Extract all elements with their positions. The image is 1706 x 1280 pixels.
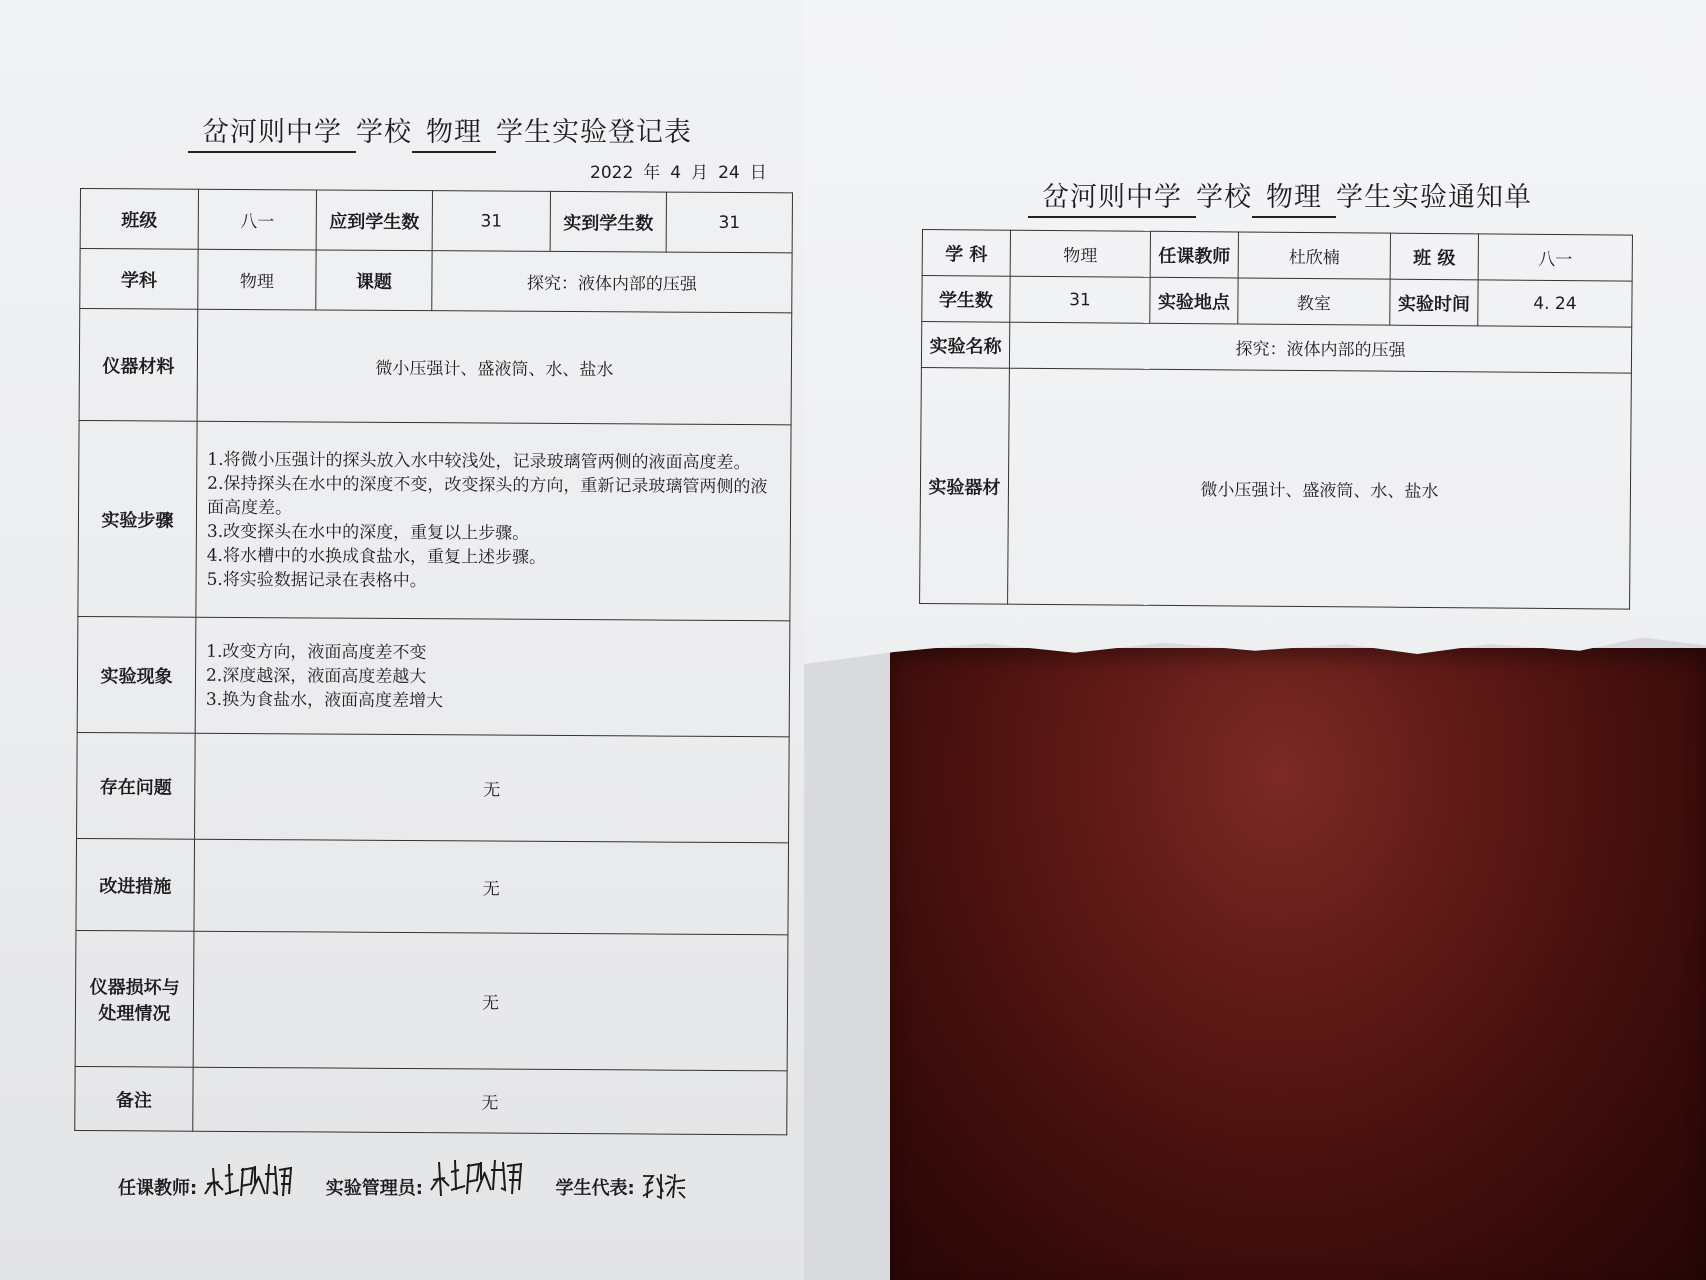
table-row: [75, 930, 788, 1070]
problems-value: 无: [195, 733, 790, 843]
class-value: 八一: [198, 189, 316, 250]
actual-students-label: 实到学生数: [550, 191, 666, 252]
teacher-signature: [203, 1154, 299, 1200]
place-label: 实验地点: [1150, 277, 1238, 324]
list-item: 2.保持探头在水中的深度不变，改变探头的方向，重新记录玻璃管两侧的液面高度差。: [206, 473, 768, 518]
expected-students-value: 31: [432, 191, 550, 252]
table-row: [77, 616, 790, 736]
class-label: 班 级: [1390, 233, 1478, 280]
list-item: 3.换为食盐水，液面高度差增大: [205, 689, 444, 711]
title-subject: 物理: [412, 110, 496, 153]
materials-value: 微小压强计、盛液筒、水、盐水: [197, 309, 792, 425]
students-label: 学生数: [922, 276, 1010, 323]
damage-label: 仪器损坏与处理情况: [75, 930, 194, 1067]
student-signature: [641, 1170, 687, 1200]
student-signature-label: 学生代表:: [555, 1178, 635, 1199]
improvements-value: 无: [194, 839, 789, 935]
list-item: 3.改变探头在水中的深度，重复以上步骤。: [206, 521, 530, 544]
table-row: [75, 1066, 787, 1134]
student-signature-block: [556, 1170, 687, 1200]
phenomena-label: 实验现象: [77, 616, 196, 733]
equipment-value: 微小压强计、盛液筒、水、盐水: [1008, 368, 1632, 609]
table-row: [76, 838, 789, 934]
register-table: [74, 188, 793, 1135]
table-row: [921, 322, 1631, 374]
title-form-name: 学生实验登记表: [496, 117, 692, 148]
expected-students-label: 应到学生数: [316, 190, 432, 251]
list-item: 5.将实验数据记录在表格中。: [206, 569, 427, 591]
equipment-label: 实验器材: [920, 367, 1010, 604]
topic-value: 探究：液体内部的压强: [432, 251, 792, 313]
class-label: 班级: [80, 189, 198, 250]
wooden-desk: [890, 648, 1706, 1280]
date-day-unit: 日: [749, 163, 767, 183]
register-title: [80, 110, 800, 153]
subject-value: 物理: [198, 249, 316, 310]
register-date: [585, 158, 772, 183]
steps-label: 实验步骤: [78, 420, 197, 617]
actual-students-value: 31: [666, 192, 792, 253]
damage-value: 无: [193, 931, 788, 1071]
subject-label: 学 科: [922, 230, 1010, 277]
experiment-name-value: 探究：液体内部的压强: [1009, 322, 1631, 373]
phenomena-list: [195, 617, 790, 737]
materials-label: 仪器材料: [79, 309, 198, 422]
date-day: 24: [718, 163, 740, 183]
school-name: 岔河则中学: [1028, 175, 1196, 218]
subject-label: 学科: [80, 249, 198, 310]
table-row: [79, 309, 792, 425]
admin-signature-label: 实验管理员:: [325, 1178, 423, 1199]
students-value: 31: [1010, 276, 1150, 323]
list-item: 4.将水槽中的水换成食盐水，重复上述步骤。: [206, 545, 547, 568]
list-item: 2.深度越深，液面高度差越大: [205, 665, 427, 687]
date-month: 4: [670, 163, 682, 183]
remarks-label: 备注: [75, 1066, 193, 1131]
admin-signature-block: [326, 1150, 529, 1200]
remarks-value: 无: [193, 1067, 787, 1135]
table-row: [922, 276, 1632, 328]
date-year-unit: 年: [643, 163, 661, 183]
title-school-suffix: 学校: [1196, 182, 1252, 213]
experiment-name-label: 实验名称: [921, 322, 1009, 369]
topic-label: 课题: [316, 250, 432, 311]
problems-label: 存在问题: [77, 732, 196, 839]
class-value: 八一: [1478, 234, 1632, 281]
title-form-name: 学生实验通知单: [1336, 182, 1532, 213]
table-row: [80, 249, 792, 313]
teacher-value: 杜欣楠: [1238, 232, 1390, 279]
signature-line: [118, 1150, 808, 1200]
teacher-label: 任课教师: [1150, 231, 1238, 278]
date-month-unit: 月: [691, 163, 709, 183]
date-year: 2022: [590, 163, 634, 183]
table-row: [922, 230, 1632, 282]
title-subject: 物理: [1252, 175, 1336, 218]
admin-signature: [429, 1150, 529, 1200]
table-row: [78, 420, 791, 620]
improvements-label: 改进措施: [76, 838, 195, 931]
title-school-suffix: 学校: [356, 117, 412, 148]
table-row: [77, 732, 790, 842]
list-item: 1.将微小压强计的探头放入水中较浅处，记录玻璃管两侧的液面高度差。: [207, 449, 751, 473]
place-value: 教室: [1238, 278, 1390, 325]
time-label: 实验时间: [1390, 279, 1478, 326]
notice-table: [919, 229, 1633, 610]
teacher-signature-label: 任课教师:: [118, 1178, 198, 1199]
time-value: 4. 24: [1478, 280, 1632, 327]
school-name: 岔河则中学: [188, 110, 356, 153]
steps-list: [196, 421, 791, 621]
table-row: [80, 189, 792, 253]
subject-value: 物理: [1010, 230, 1150, 277]
list-item: 1.改变方向，液面高度差不变: [206, 641, 427, 663]
table-row: [920, 367, 1632, 609]
teacher-signature-block: [118, 1154, 299, 1200]
notice-title: [920, 175, 1640, 218]
